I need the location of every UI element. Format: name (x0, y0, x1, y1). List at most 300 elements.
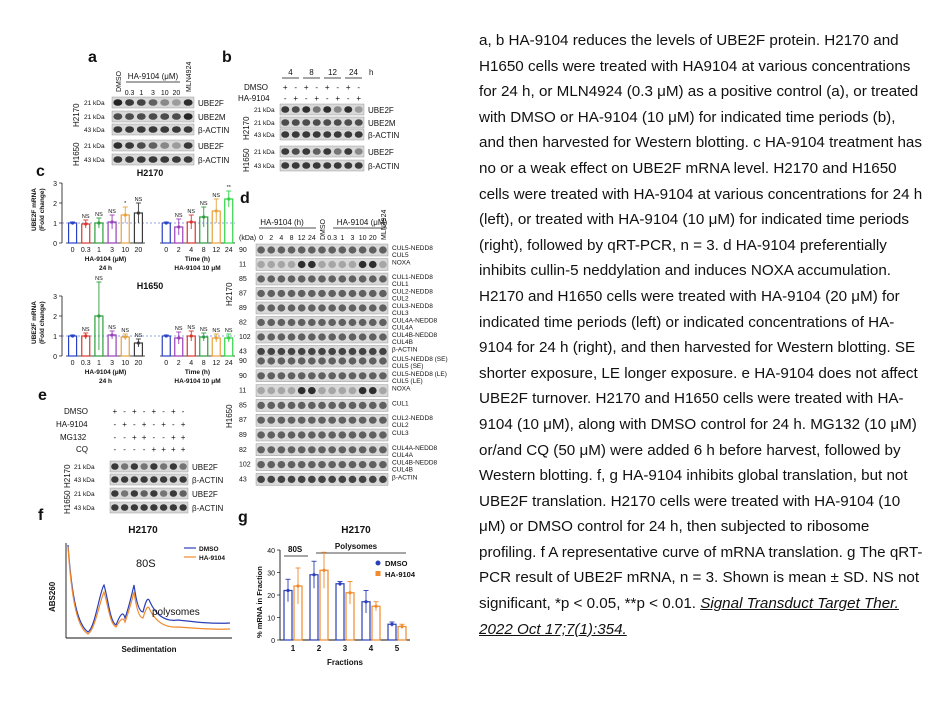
panel-d-h1650-blot-band (369, 402, 377, 409)
panel-e-blot-band (131, 463, 138, 470)
panel-d-h2170-kda: 82 (239, 319, 247, 327)
panel-d-h1650-blot-band (359, 417, 367, 424)
panel-d-h2170-protein-label: CUL2-NEDD8 (392, 288, 433, 296)
panel-a-blot-band (113, 142, 122, 149)
panel-a-cell-label: H2170 (72, 103, 81, 127)
panel-a-blot-band (160, 113, 169, 120)
panel-d-h1650-blot-band (318, 461, 326, 468)
panel-c-x-tick-label: 20 (134, 247, 143, 254)
panel-d-h2170-blot-band (338, 319, 346, 326)
panel-c-point (190, 334, 193, 337)
panel-g-point (374, 605, 377, 608)
panel-c-sublabel: 24 h (98, 378, 113, 385)
panel-a-col-label: MLN4924 (186, 61, 194, 92)
panel-d-h1650-blot-band (257, 446, 265, 453)
panel-d-h1650-protein-label: CUL5 (LE) (392, 377, 423, 385)
panel-a-blot-band (149, 99, 158, 106)
panel-c-bar (162, 223, 170, 243)
panel-d-h1650-blot-band (257, 461, 265, 468)
panel-e-blot-band (121, 504, 128, 511)
panel-b-kda: 43 kDa (254, 163, 275, 170)
panel-a-blot-band (184, 142, 193, 149)
panel-c-sublabel: HA-9104 10 μM (174, 265, 221, 272)
panel-b-kda: 43 kDa (254, 132, 275, 139)
panel-b-protein-label: UBE2M (368, 119, 396, 128)
panel-g-bar (388, 624, 396, 640)
panel-c-x-tick-label: 0 (164, 247, 169, 254)
panel-g-x-tick-label: 3 (342, 644, 348, 653)
panel-e-sign: + (180, 445, 186, 454)
panel-d-col-label: 3 (350, 235, 355, 242)
panel-b-protein-label: β-ACTIN (368, 131, 400, 140)
panel-d-h2170-blot-band (369, 275, 377, 282)
panel-a-blot-band (184, 99, 193, 106)
panel-c-y-tick-label: 1 (53, 221, 57, 228)
panel-c-ylabel: UBE2F mRNA (31, 301, 38, 344)
panel-b-blot-band (355, 131, 363, 138)
panel-d-h1650-protein-label: CUL4A (392, 451, 413, 459)
panel-d-h1650-blot-band (328, 446, 336, 453)
panel-b-blot-band (292, 131, 300, 138)
panel-d-h1650-kda: 90 (239, 372, 247, 380)
panel-d-h2170-kda: 87 (239, 290, 247, 298)
panel-a-blot-band (149, 126, 158, 133)
panel-d-h1650-blot-band (298, 402, 306, 409)
panel-d-h2170-blot-band (267, 304, 275, 311)
panel-e-blot-band (111, 476, 118, 483)
panel-c-point (137, 211, 140, 214)
panel-d-h2170-blot-band (278, 319, 286, 326)
panel-c-point (84, 222, 87, 225)
panel-b-sign: + (282, 83, 288, 92)
panel-d-h1650-blot-band (257, 417, 265, 424)
panel-b-blot-band (323, 119, 331, 126)
panel-b-blot-band (355, 119, 363, 126)
panel-b-blot-band (323, 131, 331, 138)
panel-g-point (348, 591, 351, 594)
panel-d-h2170-blot-band (267, 333, 275, 340)
panel-d-h1650-blot-band (308, 387, 316, 394)
panel-d-h2170-blot-band (308, 246, 316, 253)
panel-d-h2170-blot-band (257, 246, 265, 253)
panel-c-point (110, 220, 113, 223)
panel-a-blot-band (160, 99, 169, 106)
panel-b-blot-band (344, 162, 352, 169)
panel-c-x-tick-label: 0.3 (80, 247, 91, 254)
panel-e-blot-band (131, 504, 138, 511)
panel-d-h1650-blot-band (257, 431, 265, 438)
panel-a-protein-label: β-ACTIN (198, 156, 230, 165)
panel-d-h1650-protein-label: CUL5-NEDD8 (SE) (392, 356, 448, 363)
panel-d-h1650-protein-label: CUL2 (392, 422, 409, 430)
panel-a-protein-label: UBE2F (198, 142, 224, 151)
panel-d-h1650-blot-band (359, 446, 367, 453)
panel-e-blot-band (111, 504, 118, 511)
panel-d-h2170-protein-label: CUL4A-NEDD8 (392, 317, 438, 325)
panel-c-x-tick-label: 10 (121, 247, 130, 254)
panel-d-h2170-protein-label: CUL3 (392, 310, 409, 317)
panel-d-h2170-blot-band (257, 348, 265, 355)
panel-d-h1650-blot-band (349, 461, 357, 468)
caption-body: a, b HA-9104 reduces the levels of UBE2F protein. H2170 and H1650 cells were treated with HA9104 at various concentrations for 24 h, or MLN4924 (0.3 μM) as a positive control (a), or treated with DMSO or HA-9104 (10 μM) for indicated time periods (b), and then harvested for Western blotting. c HA-9104 treatment has no or a weak effect on UBE2F mRNA level. H2170 and H1650 cells were treated with HA-9104 at various concentrations for 24 h (left), or treated with HA-9104 (10 μM) for indicated time periods (right), followed by qRT-PCR, n = 3. d HA-9104 preferentially inhibits cullin-5 neddylation and induces NOXA accumulation. H2170 and H1650 cells were treated with HA-9104 (20 μM) for indicated time periods (left) or indicated concentrations of HA-9104 for 24 h (right), and then harvested for Western blotting. SE shorter exposure, LE longer exposure. e HA-9104 does not affect UBE2F turnover. H2170 and H1650 cells were treated with HA-9104 (10 μM), along with DMSO control for 24 h. MG132 (10 μM) or/and CQ (50 μM) were added 6 h before harvest, followed by Western blotting. f, g HA-9104 inhibits global translation, but not UBE2F translation. H2170 cells were treated with HA-9104 (10 μM) or DMSO control for 24 h, then subjected to ribosome profiling. f A representative curve of mRNA translation. g The qRT-PCR result of UBE2F mRNA, n = 3. Shown is mean ± SD. NS not significant, *p < 0.05, **p < 0.01. (479, 32, 923, 613)
panel-g-annotation: 80S (288, 545, 303, 554)
panel-d-h2170-blot-band (308, 275, 316, 282)
panel-c-x-tick-label: 12 (212, 247, 221, 254)
panel-f-ylabel: ABS260 (48, 581, 57, 612)
panel-d-h1650-blot-band (278, 387, 286, 394)
panel-a-kda: 43 kDa (84, 157, 105, 164)
panel-b-blot-band (313, 148, 321, 155)
panel-d-h1650-blot-band (267, 387, 275, 394)
panel-c-ylabel: (Fold change) (39, 301, 46, 344)
panel-d-h1650-blot-band (267, 461, 275, 468)
panel-label-d: d (240, 190, 250, 207)
panel-d-h1650-blot-band (379, 446, 387, 453)
panel-g-x-tick-label: 1 (290, 644, 296, 653)
panel-b-time-unit: h (369, 68, 374, 77)
panel-d-h2170-blot-band (359, 275, 367, 282)
panel-c-xlabel: Time (h) (184, 256, 211, 263)
panel-d-h1650-blot-band (379, 461, 387, 468)
panel-a-blot-band (137, 113, 146, 120)
panel-d-h1650-blot-band (298, 476, 306, 483)
panel-e-cell-label: H1650 (63, 490, 72, 514)
panel-d-h2170-blot-band (267, 275, 275, 282)
panel-e-blot-band (140, 504, 147, 511)
panel-g-x-tick-label: 5 (394, 644, 400, 653)
panel-d-h1650-kda: 102 (239, 461, 251, 469)
panel-d-h2170-blot-band (318, 348, 326, 355)
panel-d-h1650-protein-label: CUL1 (392, 400, 409, 408)
panel-c-point (110, 333, 113, 336)
panel-d-h2170-blot-band (318, 290, 326, 297)
panel-d-h1650-blot-band (328, 372, 336, 379)
panel-b-protein-label: β-ACTIN (368, 162, 400, 171)
panel-d-h1650-kda: 85 (239, 402, 247, 410)
panel-d-col-label: 0.3 (327, 235, 338, 242)
panel-c-sig-label: * (124, 201, 127, 207)
panel-c-y-tick-label: 1 (53, 334, 57, 341)
panel-d-h1650-blot-band (369, 417, 377, 424)
panel-d-h1650-blot-band (328, 357, 336, 364)
panel-d-h1650-blot-band (379, 387, 387, 394)
panel-b-sign: + (335, 94, 341, 103)
panel-c-point (227, 336, 230, 339)
panel-e-blot-band (160, 490, 167, 497)
panel-c-title: H1650 (136, 281, 164, 291)
panel-d-h1650-blot-band (267, 357, 275, 364)
panel-d-h1650-blot-band (308, 372, 316, 379)
panel-g-y-tick-label: 30 (267, 570, 275, 578)
panel-d-h1650-blot-band (308, 461, 316, 468)
panel-d-h1650-protein-label: CUL2-NEDD8 (392, 415, 433, 423)
panel-b-blot-band (281, 119, 289, 126)
panel-a-blot-band (149, 113, 158, 120)
caption-citation-link[interactable]: Signal Transduct Target Ther. 2022 Oct 17;7(1):354. (479, 595, 899, 638)
panel-e-sign: + (161, 420, 166, 429)
panel-a-col-label: 0.3 (124, 90, 135, 97)
panel-d-h2170-blot-band (379, 348, 387, 355)
panel-d-h1650-blot-band (328, 476, 336, 483)
panel-d-h2170-kda: 90 (239, 247, 247, 254)
panel-b-row-label: DMSO (244, 83, 268, 92)
panel-c-x-tick-label: 0.3 (80, 360, 91, 367)
panel-a-blot-band (137, 156, 146, 163)
panel-d-col-label: 24 (307, 235, 316, 242)
panel-c-point (190, 220, 193, 223)
panel-d-h1650-blot-band (338, 446, 346, 453)
panel-d-h2170-blot-band (278, 290, 286, 297)
panel-d-h2170-blot-band (308, 290, 316, 297)
panel-g-ylabel: % mRNA in Fraction (255, 566, 264, 638)
panel-c-x-tick-label: 24 (224, 247, 233, 254)
panel-b-blot-band (323, 148, 331, 155)
panel-d-h2170-blot-band (349, 246, 357, 253)
panel-d-h2170-blot-band (298, 333, 306, 340)
panel-d-h2170-blot-band (338, 304, 346, 311)
panel-d-h1650-blot-band (288, 357, 296, 364)
panel-e-sign: - (181, 407, 185, 416)
panel-d-h1650-blot-band (359, 372, 367, 379)
panel-c-sig-label: NS (212, 328, 221, 334)
panel-d-h2170-kda: 102 (239, 334, 251, 341)
panel-d-h1650-blot-band (288, 402, 296, 409)
panel-c-sig-label: NS (174, 326, 183, 332)
panel-c-x-tick-label: 1 (96, 247, 101, 254)
panel-d-h2170-protein-label: CUL4A (392, 324, 413, 332)
panel-d-h2170-blot-band (278, 333, 286, 340)
panel-a-col-label: 10 (160, 90, 169, 97)
panel-d-h1650-blot-band (359, 476, 367, 483)
panel-e-blot-band (150, 476, 157, 483)
panel-a-kda: 21 kDa (84, 114, 105, 121)
panel-b-cell-label: H1650 (242, 148, 251, 172)
panel-d-h2170-blot-band (257, 333, 265, 340)
panel-d-h1650-protein-label: NOXA (392, 385, 411, 393)
panel-d-h1650-blot-band (288, 417, 296, 424)
panel-d-h2170-blot-band (349, 275, 357, 282)
panel-d-h1650-blot-band (257, 387, 265, 394)
panel-d-h1650-blot-band (379, 402, 387, 409)
panel-d-h2170-blot-band (318, 304, 326, 311)
panel-d-h2170-blot-band (328, 348, 336, 355)
panel-c-y-tick-label: 2 (53, 314, 57, 321)
panel-d-h2170-blot-band (338, 333, 346, 340)
panel-e-sign: - (113, 420, 117, 429)
panel-d-h1650-blot-band (318, 417, 326, 424)
panel-d-h2170-blot-band (349, 261, 357, 268)
panel-g-y-tick-label: 10 (267, 615, 275, 623)
panel-label-f: f (38, 507, 44, 524)
panel-d-col-label: 4 (279, 235, 284, 242)
panel-c-ylabel: (Fold change) (39, 188, 46, 231)
panel-e-kda: 43 kDa (74, 477, 95, 484)
panel-b-blot-band (292, 148, 300, 155)
panel-a-col-label: 1 (139, 90, 144, 97)
panel-e-sign: + (151, 445, 157, 454)
panel-d-h1650-blot-band (298, 387, 306, 394)
panel-g-x-tick-label: 2 (316, 644, 322, 653)
panel-d-h2170-blot-band (288, 333, 296, 340)
panel-d-h2170-blot-band (379, 246, 387, 253)
panel-d-h2170-blot-band (267, 290, 275, 297)
panel-b-cell-label: H2170 (242, 116, 251, 140)
panel-d-h1650-blot-band (349, 357, 357, 364)
panel-d-h1650-kda: 90 (239, 358, 247, 365)
panel-a-blot-band (172, 113, 181, 120)
panel-c-sig-label: NS (174, 213, 183, 219)
panel-e-sign: + (132, 433, 137, 442)
panel-d-h1650-blot-band (288, 372, 296, 379)
panel-d-col-label: 10 (358, 235, 367, 242)
panel-e-protein-label: UBE2F (192, 490, 218, 499)
panel-c-y-tick-label: 3 (53, 294, 57, 301)
panel-d-h1650-blot-band (288, 476, 296, 483)
panel-d-h1650-blot-band (288, 461, 296, 468)
panel-g-bar (372, 606, 380, 640)
panel-a-blot-band (172, 99, 181, 106)
panel-b-protein-label: UBE2F (368, 148, 394, 157)
panel-d-h1650-blot-band (288, 431, 296, 438)
panel-e-sign: + (141, 420, 147, 429)
panel-b-blot-band (344, 148, 352, 155)
panel-e-row-label: MG132 (60, 433, 87, 442)
panel-b-sign: + (345, 83, 351, 92)
panel-g-legend-swatch (376, 561, 381, 566)
panel-d-col-label: 2 (269, 235, 274, 242)
panel-d-h2170-blot-band (369, 290, 377, 297)
panel-c-point (227, 197, 230, 200)
panel-a-kda: 21 kDa (84, 143, 105, 150)
panel-d-h2170-blot-band (298, 348, 306, 355)
panel-c-sig-label: NS (212, 193, 221, 199)
panel-b-time-label: 4 (288, 68, 293, 77)
panel-c-x-tick-label: 2 (176, 360, 181, 367)
panel-c-sig-label: ** (226, 185, 231, 191)
panel-d-h1650-blot-band (278, 402, 286, 409)
panel-a-col-label: 20 (172, 90, 181, 97)
panel-e-blot-band (131, 476, 138, 483)
panel-d-h1650-blot-band (379, 417, 387, 424)
panel-a-blot-band (160, 126, 169, 133)
panel-b-sign: - (346, 94, 350, 103)
panel-c-y-tick-label: 3 (53, 181, 57, 188)
panel-g-legend-label: DMSO (385, 559, 408, 568)
panel-c-point (202, 215, 205, 218)
panel-f-legend-label: HA-9104 (199, 555, 226, 562)
panel-a-blot-band (172, 142, 181, 149)
panel-c-x-tick-label: 3 (110, 247, 115, 254)
panel-d-h2170-blot-band (359, 348, 367, 355)
panel-c-x-tick-label: 0 (70, 247, 75, 254)
panel-a-blot-band (125, 156, 134, 163)
panel-a-blot-band (137, 126, 146, 133)
panel-b-blot-band (313, 119, 321, 126)
panel-d-h1650-kda: 43 (239, 476, 247, 484)
panel-b-sign: + (356, 94, 362, 103)
panel-d-h1650-blot-band (328, 402, 336, 409)
panel-e-sign: + (180, 420, 186, 429)
panel-d-h2170-protein-label: CUL1 (392, 281, 409, 288)
panel-a-blot-band (113, 126, 122, 133)
panel-d-h1650-blot-band (267, 402, 275, 409)
panel-d-h2170-blot-band (288, 319, 296, 326)
panel-d-h2170-blot-band (278, 261, 286, 268)
panel-d-h1650-blot-band (308, 431, 316, 438)
panel-e-blot-band (179, 476, 186, 483)
panel-d-h2170-blot-band (288, 304, 296, 311)
panel-d-h2170-blot-band (288, 348, 296, 355)
panel-d-h2170-blot-band (278, 246, 286, 253)
panel-b-blot-band (334, 162, 342, 169)
panel-b-sign: - (336, 83, 340, 92)
panel-c-x-tick-label: 8 (201, 360, 206, 367)
panel-d-h2170-blot-band (328, 290, 336, 297)
panel-c-x-tick-label: 12 (212, 360, 221, 367)
panel-b-time-label: 12 (328, 68, 337, 77)
panel-d-h1650-blot-band (267, 446, 275, 453)
panel-d-h1650-blot-band (308, 417, 316, 424)
panel-e-row-label: DMSO (64, 407, 88, 416)
panel-b-sign: - (283, 94, 287, 103)
panel-d-col-label: 8 (289, 235, 294, 242)
panel-c-sig-label: NS (121, 328, 130, 334)
panel-e-blot-band (150, 504, 157, 511)
panel-e-blot-band (170, 490, 177, 497)
panel-c-x-tick-label: 20 (134, 360, 143, 367)
panel-e-protein-label: β-ACTIN (192, 476, 224, 485)
panel-g-point (296, 584, 299, 587)
panel-d-h1650-blot-band (308, 402, 316, 409)
panel-c-xlabel: HA-9104 (μM) (84, 369, 127, 376)
panel-d-h2170-blot-band (359, 246, 367, 253)
panel-g-y-tick-label: 0 (271, 638, 275, 645)
panel-d-h1650-blot-band (298, 446, 306, 453)
panel-c-point (137, 341, 140, 344)
panel-d-h2170-blot-band (318, 246, 326, 253)
panel-b-blot-band (334, 106, 342, 113)
panel-d-h2170-blot-band (298, 290, 306, 297)
panel-e-row-label: HA-9104 (56, 420, 88, 429)
panel-d-cell-label: H1650 (225, 404, 234, 428)
panel-c-x-tick-label: 10 (121, 360, 130, 367)
panel-d-h1650-blot-band (349, 372, 357, 379)
panel-c-sublabel: HA-9104 10 μM (174, 378, 221, 385)
panel-c-x-tick-label: 24 (224, 360, 233, 367)
panel-d-h2170-blot-band (308, 319, 316, 326)
panel-d-h1650-blot-band (359, 387, 367, 394)
panel-e-blot-band (140, 476, 147, 483)
panel-d-h2170-blot-band (328, 246, 336, 253)
panel-e-sign: + (180, 433, 186, 442)
panel-d-h2170-blot-band (338, 290, 346, 297)
panel-b-blot-band (302, 131, 310, 138)
panel-d-h1650-kda: 89 (239, 432, 247, 439)
panel-c-xlabel: HA-9104 (μM) (84, 256, 127, 263)
panel-e-blot-band (160, 504, 167, 511)
panel-e-blot-band (170, 476, 177, 483)
panel-d-h1650-blot-band (267, 372, 275, 379)
panel-g-title: H2170 (341, 525, 371, 536)
panel-c-point (177, 336, 180, 339)
panel-e-blot-band (111, 490, 118, 497)
panel-d-h1650-blot-band (257, 402, 265, 409)
panel-d-h1650-blot-band (278, 417, 286, 424)
panel-b-sign: - (304, 94, 308, 103)
panel-g-xlabel: Fractions (326, 658, 364, 667)
panel-a-blot-band (160, 142, 169, 149)
panel-d-h1650-blot-band (308, 357, 316, 364)
